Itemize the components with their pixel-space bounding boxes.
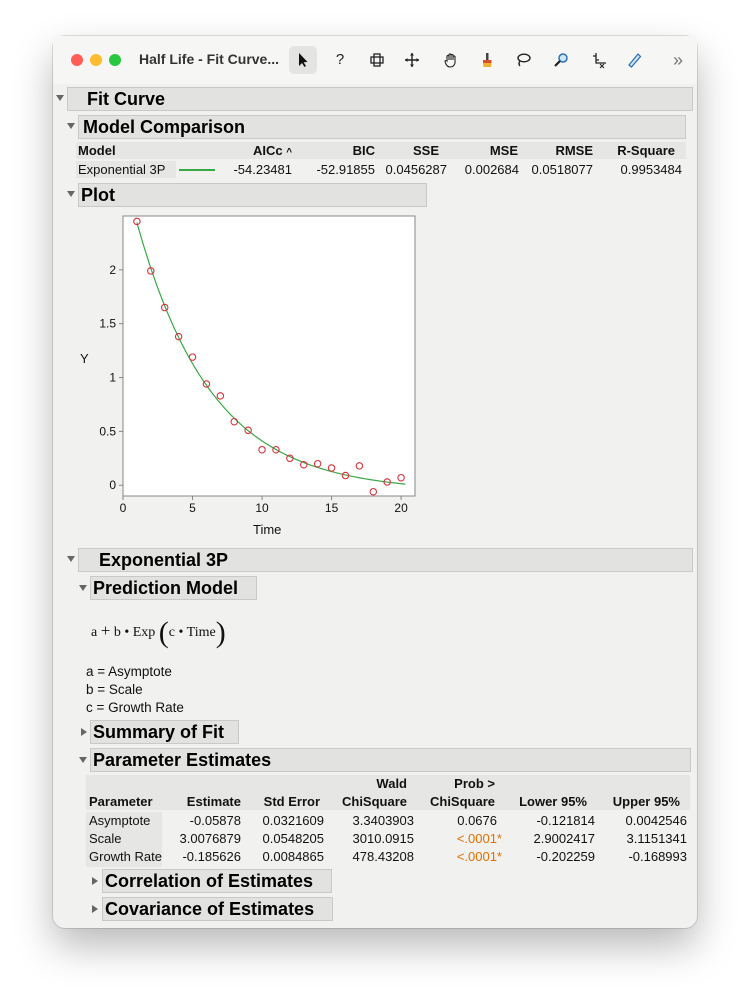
parameter-estimates-disclosure[interactable] bbox=[79, 757, 87, 763]
col-bic: BIC bbox=[352, 143, 375, 158]
scale-axis-icon[interactable] bbox=[585, 46, 613, 74]
col-parameter: Parameter bbox=[89, 794, 153, 809]
param-estimate: -0.05878 bbox=[189, 813, 241, 828]
def-asymptote: a = Asymptote bbox=[86, 664, 172, 679]
y-tick-label: 0.5 bbox=[99, 424, 116, 439]
ruler-icon[interactable] bbox=[620, 46, 648, 74]
fit-curve-header[interactable] bbox=[67, 87, 693, 111]
exp3p-title: Exponential 3P bbox=[99, 550, 229, 570]
plot-header[interactable] bbox=[78, 183, 427, 207]
x-tick-label: 0 bbox=[119, 501, 127, 515]
move-icon[interactable] bbox=[398, 46, 426, 74]
x-tick-label: 5 bbox=[189, 501, 196, 515]
formula-a: a bbox=[91, 625, 98, 640]
plot-disclosure[interactable] bbox=[67, 191, 75, 197]
param-lower95: -0.202259 bbox=[536, 849, 595, 864]
y-tick-label: 0 bbox=[109, 478, 116, 493]
x-axis-label: Time bbox=[253, 522, 282, 537]
close-window-button[interactable] bbox=[71, 54, 83, 66]
prediction-model-disclosure[interactable] bbox=[79, 585, 87, 591]
param-estimate: -0.185626 bbox=[182, 849, 241, 864]
formula-b: b bbox=[113, 625, 121, 640]
param-upper95: 3.1151341 bbox=[626, 831, 687, 846]
fit-curve-disclosure[interactable] bbox=[56, 95, 64, 101]
prediction-model-title: Prediction Model bbox=[93, 578, 239, 598]
param-name: Asymptote bbox=[89, 813, 151, 828]
magnifier-icon[interactable] bbox=[547, 46, 575, 74]
param-upper95: 0.0042546 bbox=[625, 813, 687, 828]
y-tick-label: 2 bbox=[109, 262, 116, 277]
param-lower95: 2.9002417 bbox=[533, 831, 595, 846]
formula-paren-open: ( bbox=[158, 616, 169, 649]
arrow-pointer-icon[interactable] bbox=[289, 46, 317, 74]
param-std-error: 0.0548205 bbox=[262, 831, 324, 846]
summary-of-fit-header[interactable] bbox=[90, 720, 239, 744]
col-upper95: Upper 95% bbox=[612, 794, 680, 809]
param-prob-significant: <.0001* bbox=[456, 831, 502, 846]
x-tick-label: 15 bbox=[324, 501, 339, 515]
formula-bullet-1: • bbox=[124, 625, 130, 640]
prediction-formula bbox=[91, 616, 226, 650]
param-std-error: 0.0084865 bbox=[262, 849, 324, 864]
param-wald: 3010.0915 bbox=[352, 831, 414, 846]
prediction-model-header[interactable] bbox=[90, 576, 257, 600]
value-mse: 0.002684 bbox=[464, 162, 519, 177]
value-rmse: 0.0518077 bbox=[531, 162, 593, 177]
exp3p-disclosure[interactable] bbox=[67, 556, 75, 562]
col-std-error: Std Error bbox=[263, 794, 320, 809]
correlation-header[interactable] bbox=[102, 869, 332, 893]
col-aicc-label: AICc bbox=[253, 143, 283, 158]
col-rsquare: R-Square bbox=[617, 143, 675, 158]
def-scale: b = Scale bbox=[86, 682, 143, 697]
col-sse: SSE bbox=[412, 143, 439, 158]
y-tick-label: 1 bbox=[109, 370, 116, 385]
param-name: Growth Rate bbox=[89, 849, 162, 864]
col-aicc[interactable] bbox=[253, 143, 292, 158]
param-name: Scale bbox=[89, 831, 122, 846]
formula-c: c bbox=[168, 625, 175, 640]
crosshair-icon[interactable] bbox=[363, 46, 391, 74]
covariance-header[interactable] bbox=[102, 897, 333, 921]
y-axis-label: Y bbox=[80, 351, 89, 366]
col-prob-line2: ChiSquare bbox=[429, 794, 495, 809]
col-model: Model bbox=[78, 143, 116, 158]
lasso-icon[interactable] bbox=[509, 46, 537, 74]
param-upper95: -0.168993 bbox=[628, 849, 687, 864]
formula-bullet-2: • bbox=[178, 625, 184, 640]
formula-time: Time bbox=[186, 625, 216, 640]
exp3p-header[interactable] bbox=[78, 548, 693, 572]
hand-icon[interactable] bbox=[437, 46, 465, 74]
covariance-disclosure[interactable] bbox=[92, 905, 98, 913]
summary-of-fit-title: Summary of Fit bbox=[93, 722, 225, 742]
col-rmse: RMSE bbox=[555, 143, 593, 158]
def-growth-rate: c = Growth Rate bbox=[86, 700, 184, 715]
param-prob: 0.0676 bbox=[457, 813, 497, 828]
sort-ascending-icon: ^ bbox=[286, 147, 293, 158]
formula-paren-close: ) bbox=[215, 616, 226, 649]
window-title: Half Life - Fit Curve... bbox=[139, 51, 280, 67]
summary-of-fit-disclosure[interactable] bbox=[81, 728, 87, 736]
scatter-plot[interactable] bbox=[99, 211, 423, 521]
model-line-swatch bbox=[179, 169, 215, 171]
col-wald-line2: ChiSquare bbox=[341, 794, 407, 809]
fit-curve-title: Fit Curve bbox=[87, 89, 166, 109]
y-tick-label: 1.5 bbox=[99, 316, 116, 331]
covariance-title: Covariance of Estimates bbox=[105, 899, 315, 919]
col-prob-line1: Prob > bbox=[454, 776, 495, 791]
correlation-disclosure[interactable] bbox=[92, 877, 98, 885]
parameter-estimates-title: Parameter Estimates bbox=[93, 750, 272, 770]
param-std-error: 0.0321609 bbox=[262, 813, 324, 828]
plot-title: Plot bbox=[81, 185, 115, 205]
overflow-icon[interactable]: » bbox=[672, 50, 683, 70]
jmp-window bbox=[53, 36, 697, 928]
minimize-window-button[interactable] bbox=[90, 54, 102, 66]
value-rsquare: 0.9953484 bbox=[620, 162, 682, 177]
model-name[interactable]: Exponential 3P bbox=[78, 162, 166, 177]
param-wald: 478.43208 bbox=[352, 849, 414, 864]
value-aicc: -54.23481 bbox=[233, 162, 292, 177]
col-lower95: Lower 95% bbox=[519, 794, 587, 809]
correlation-title: Correlation of Estimates bbox=[105, 871, 314, 891]
col-estimate: Estimate bbox=[186, 794, 241, 809]
parameter-estimates-header[interactable] bbox=[90, 748, 691, 772]
col-mse: MSE bbox=[489, 143, 518, 158]
question-icon[interactable]: ? bbox=[335, 51, 345, 68]
formula-plus: + bbox=[100, 621, 111, 640]
col-wald-line1: Wald bbox=[376, 776, 407, 791]
model-comparison-header[interactable] bbox=[78, 115, 686, 139]
plot-frame bbox=[123, 216, 415, 496]
value-bic: -52.91855 bbox=[316, 162, 375, 177]
value-sse: 0.0456287 bbox=[385, 162, 447, 177]
model-comparison-disclosure[interactable] bbox=[67, 123, 75, 129]
x-tick-label: 20 bbox=[394, 501, 408, 515]
param-wald: 3.3403903 bbox=[352, 813, 414, 828]
x-tick-label: 10 bbox=[255, 501, 269, 515]
zoom-window-button[interactable] bbox=[109, 54, 121, 66]
formula-exp: Exp bbox=[132, 625, 156, 640]
model-comparison-title: Model Comparison bbox=[83, 117, 246, 137]
brush-icon[interactable] bbox=[473, 46, 501, 74]
param-lower95: -0.121814 bbox=[536, 813, 595, 828]
param-prob-significant: <.0001* bbox=[456, 849, 502, 864]
param-estimate: 3.0076879 bbox=[179, 831, 241, 846]
title-bar bbox=[53, 36, 697, 84]
